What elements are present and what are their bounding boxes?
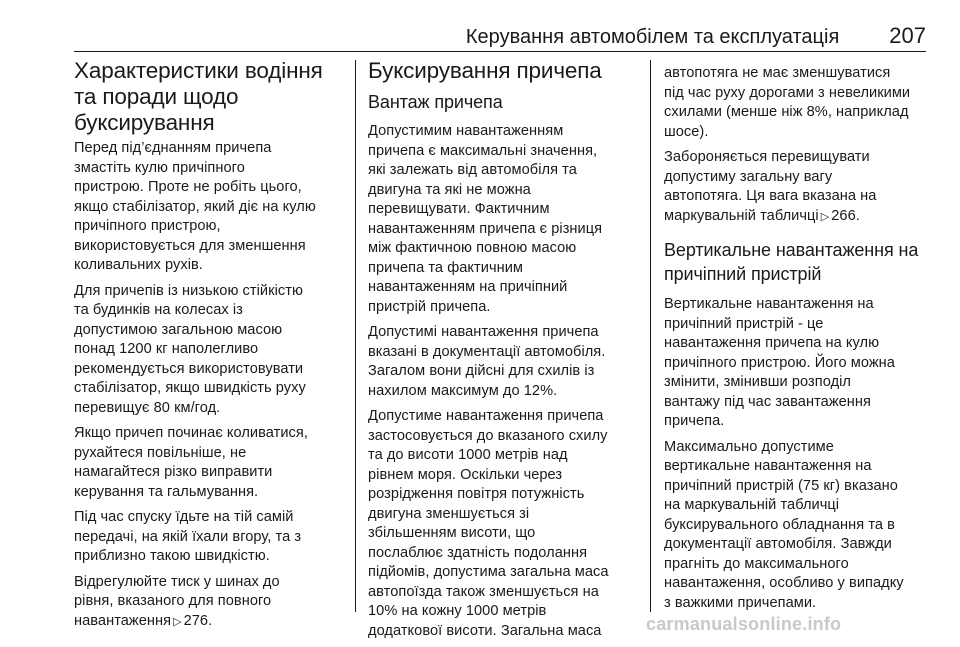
section-heading-trailer-towing: Буксирування причепа: [368, 58, 602, 83]
play-triangle-icon: ▷: [820, 209, 830, 223]
paragraph-text: Забороняється перевищувати допустиму загальну вагу автопотяга. Ця вага вказана на маркувальній табличці: [664, 149, 877, 224]
page-reference-link[interactable]: 276.: [183, 612, 213, 629]
subheading-vertical-load: Вертикальне навантаження на причіпний пристрій: [664, 240, 919, 284]
section-heading-driving-tips: Характеристики водіння та поради щодо буксирування: [74, 58, 323, 135]
paragraph: Під час спуску їдьте на тій самій передачі, на якій їхали вгору, та з приблизно такою швидкістю.: [74, 509, 302, 564]
page-header-title: Керування автомобілем та експлуатація: [465, 26, 840, 48]
paragraph: Перед під’єднанням причепа змастіть кулю причіпного пристрою. Проте не робіть цього, якщо стабілізатор, який діє на кулю причіпного пристрою, використовується для зменшення коливальних рухів.: [74, 140, 316, 273]
play-triangle-icon: ▷: [173, 614, 182, 628]
page-header: [74, 23, 926, 48]
page-reference-link[interactable]: 266.: [831, 207, 860, 224]
paragraph: Допустимі навантаження причепа вказані в документації автомобіля. Загалом вони дійсні для схилів із нахилом максимум до 12%.: [368, 324, 606, 399]
subheading-trailer-load: Вантаж причепа: [368, 92, 503, 112]
paragraph: автопотяга не має зменшуватися під час руху дорогами з невеликими схилами (менше ніж 8%, наприклад шосе).: [664, 65, 911, 140]
paragraph: Для причепів із низькою стійкістю та будинків на колесах із допустимою загальною масою понад 1200 кг наполегливо рекомендується використовувати стабілізатор, якщо швидкість руху перевищує 80 км/год.: [74, 282, 306, 416]
paragraph: Якщо причеп починає коливатися, рухайтеся повільніше, не намагайтеся різко виправити керування та гальмування.: [74, 425, 308, 500]
column-divider-right: [650, 60, 651, 612]
header-divider: [74, 51, 926, 52]
watermark: carmanualsonline.info: [646, 614, 842, 634]
paragraph-text: Відрегулюйте тиск у шинах до рівня, вказаного для повного навантаження: [74, 573, 280, 629]
column-divider-left: [355, 60, 356, 612]
column-middle: [368, 58, 638, 647]
paragraph: Допустиме навантаження причепа застосовується до вказаного схилу та до висоти 1000 метрів над рівнем моря. Оскільки через розрідження повітря потужність двигуна зменшується зі збільшенням висоти, що послаблює здатність подолання підйомів, допустима загальна маса автопоїзда також зменшується на 10% на кожну 1000 метрів додаткової висоти. Загальна маса: [368, 408, 609, 639]
paragraph-with-reference: [664, 148, 934, 226]
paragraph: Вертикальне навантаження на причіпний пристрій - це навантаження причепа на кулю причіпного пристрою. Його можна змінити, змінивши розподіл вантажу під час завантаження причепа.: [664, 296, 895, 429]
column-right: [664, 64, 934, 619]
column-left: [74, 58, 350, 637]
paragraph-with-reference: [74, 573, 350, 632]
paragraph: Допустимим навантаженням причепа є максимальні значення, які залежать від автомобіля та двигуна та які не можна перевищувати. Фактичним навантаженням причепа є різниця між фактичною повною масою причепа та фактичним навантаженням на причіпний пристрій причепа.: [368, 123, 603, 315]
page-number: 207: [889, 23, 926, 48]
paragraph: Максимально допустиме вертикальне навантаження на причіпний пристрій (75 кг) вказано на маркувальній табличці буксирувального обладнання та в документації автомобіля. Завжди прагніть до максимального навантаження, особливо у випадку з важкими причепами.: [664, 438, 904, 611]
